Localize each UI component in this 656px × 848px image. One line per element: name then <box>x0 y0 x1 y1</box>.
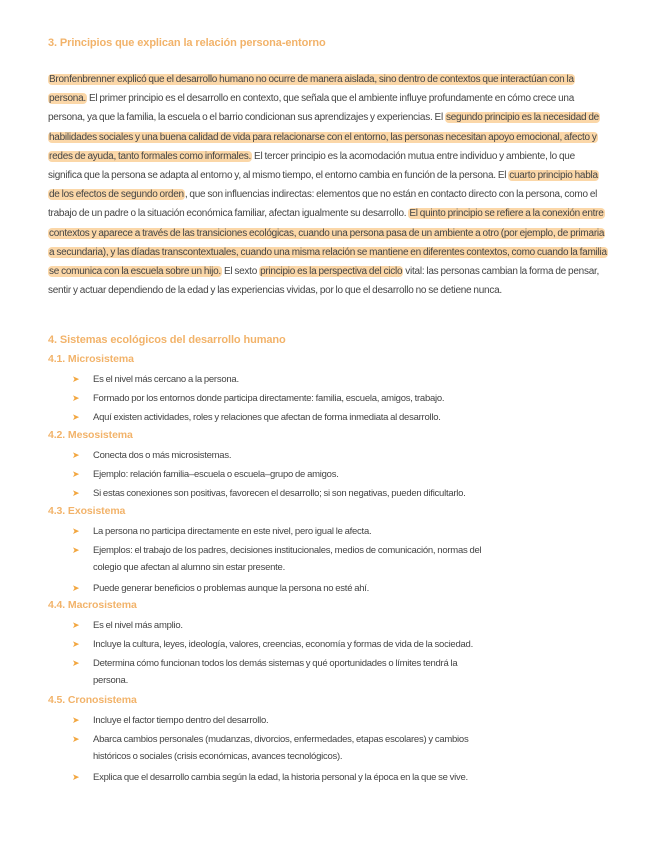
arrow-bullet-icon: ➤ <box>72 450 80 460</box>
bullet-line: Determina cómo funcionan todos los demás sistemas y qué oportunidades o límites tendrá la <box>93 658 458 669</box>
bullet-text <box>93 466 533 483</box>
bullet-line: Formado por los entornos donde participa directamente: familia, escuela, amigos, trabajo. <box>93 393 445 404</box>
subsection-title: 4.1. Microsistema <box>48 353 134 365</box>
arrow-bullet-icon: ➤ <box>72 658 80 668</box>
arrow-bullet-icon: ➤ <box>72 393 80 403</box>
highlighted-text: segundo principio es la necesidad de habilidades sociales y una buena calidad de vida para relacionarse con el entorno, las personas necesitan apoyo emocional, afecto y redes de ayuda, tanto formales como informales. <box>49 112 599 162</box>
bullet-line: Ejemplo: relación familia–escuela o escuela–grupo de amigos. <box>93 469 339 480</box>
bullet-text <box>93 769 533 786</box>
bullet-text <box>93 390 533 407</box>
bullet-text <box>93 542 533 576</box>
bullet-line: Puede generar beneficios o problemas aunque la persona no esté ahí. <box>93 583 370 594</box>
paragraph-text: , que señala que el ambiente influye profundamente en cómo crece una persona, ya que la familia, la escuela o el barrio condicionan sus aprendizajes y experiencias. El <box>48 93 575 124</box>
bullet-text <box>93 712 533 729</box>
arrow-bullet-icon: ➤ <box>72 639 80 649</box>
bullet-line: históricos o sociales (crisis económicas, avances tecnológicos). <box>93 751 343 762</box>
highlighted-text: El quinto principio se refiere a la conexión entre contextos y aparece a través de las transiciones ecológicas, cuando una persona pasa de un ambiente a otro (por ejemplo, de primaria a secundaria), y las díadas transcontextuales, cuando una misma relación se mantiene en diferentes contextos, como cuando la familia se comunica con la escuela sobre un hijo. <box>49 208 607 278</box>
subsection-title: 4.4. Macrosistema <box>48 599 137 611</box>
highlighted-text: principio es la perspectiva del ciclo <box>260 266 403 278</box>
paragraph-text: El sexto <box>221 266 260 278</box>
bullet-line: Aquí existen actividades, roles y relaciones que afectan de forma inmediata al desarrollo. <box>93 412 441 423</box>
subsection-title: 4.3. Exosistema <box>48 505 126 517</box>
bullet-text <box>93 371 533 388</box>
bullet-text <box>93 655 533 689</box>
arrow-bullet-icon: ➤ <box>72 734 80 744</box>
bullet-line: Incluye el factor tiempo dentro del desarrollo. <box>93 715 269 726</box>
highlighted-text: Bronfenbrenner explicó que el desarrollo humano no ocurre de manera aislada, sino dentro de contextos que interactúan con la persona. <box>49 74 574 105</box>
bullet-line: La persona no participa directamente en este nivel, pero igual le afecta. <box>93 526 372 537</box>
bullet-line: Ejemplos: el trabajo de los padres, decisiones institucionales, medios de comunicación, normas del <box>93 545 482 556</box>
bullet-text <box>93 523 533 540</box>
bullet-text <box>93 409 533 426</box>
bullet-line: colegio que afectan al alumno sin estar presente. <box>93 562 285 573</box>
arrow-bullet-icon: ➤ <box>72 715 80 725</box>
subsection-title: 4.2. Mesosistema <box>48 429 133 441</box>
paragraph-text: El primer principio es el desarrollo en contexto <box>86 93 279 105</box>
bullet-line: Es el nivel más cercano a la persona. <box>93 374 239 385</box>
paragraph-text: El tercer <box>252 150 291 162</box>
arrow-bullet-icon: ➤ <box>72 412 80 422</box>
arrow-bullet-icon: ➤ <box>72 583 80 593</box>
paragraph-text: entre individuo y ambiente, lo que significa que la persona se adapta al entorno y, al mismo tiempo, el entorno cambia en función de la persona. El <box>48 150 575 182</box>
bullet-text <box>93 580 533 597</box>
bullet-text <box>93 636 533 653</box>
arrow-bullet-icon: ➤ <box>72 772 80 782</box>
arrow-bullet-icon: ➤ <box>72 526 80 536</box>
bullet-line: Si estas conexiones son positivas, favorecen el desarrollo; si son negativas, pueden dificultarlo. <box>93 488 466 499</box>
bullet-line: Explica que el desarrollo cambia según la edad, la historia personal y la época en la que se vive. <box>93 772 468 783</box>
bullet-text <box>93 617 533 634</box>
bullet-line: Abarca cambios personales (mudanzas, divorcios, enfermedades, etapas escolares) y cambios <box>93 734 469 745</box>
section-4-title: 4. Sistemas ecológicos del desarrollo humano <box>48 334 286 346</box>
arrow-bullet-icon: ➤ <box>72 374 80 384</box>
arrow-bullet-icon: ➤ <box>72 469 80 479</box>
bullet-line: Incluye la cultura, leyes, ideología, valores, creencias, economía y formas de vida de la sociedad. <box>93 639 473 650</box>
bullet-text <box>93 485 533 502</box>
highlighted-text: cuarto principio habla de los efectos de segundo orden <box>49 170 598 201</box>
bullet-line: persona. <box>93 675 128 686</box>
section-3-title: 3. Principios que explican la relación persona-entorno <box>48 37 326 49</box>
paragraph-text: , que son influencias indirectas: elementos que no están en contacto directo con la persona, como el trabajo de un padre o la situación económica familiar, afectan igualmente su desarrollo. <box>48 189 598 220</box>
bullet-text <box>93 447 533 464</box>
arrow-bullet-icon: ➤ <box>72 620 80 630</box>
arrow-bullet-icon: ➤ <box>72 488 80 498</box>
arrow-bullet-icon: ➤ <box>72 545 80 555</box>
paragraph-text: vital: las personas cambian la forma de pensar, sentir y actuar dependiendo de la edad y las experiencias vividas, por lo que el desarrollo no se detiene nunca. <box>48 266 600 297</box>
bullet-text <box>93 731 533 765</box>
bullet-line: Es el nivel más amplio. <box>93 620 183 631</box>
bullet-line: Conecta dos o más microsistemas. <box>93 450 232 461</box>
subsection-title: 4.5. Cronosistema <box>48 694 137 706</box>
section-3-paragraph <box>48 70 608 300</box>
paragraph-text: principio es la acomodación mutua <box>290 150 435 162</box>
